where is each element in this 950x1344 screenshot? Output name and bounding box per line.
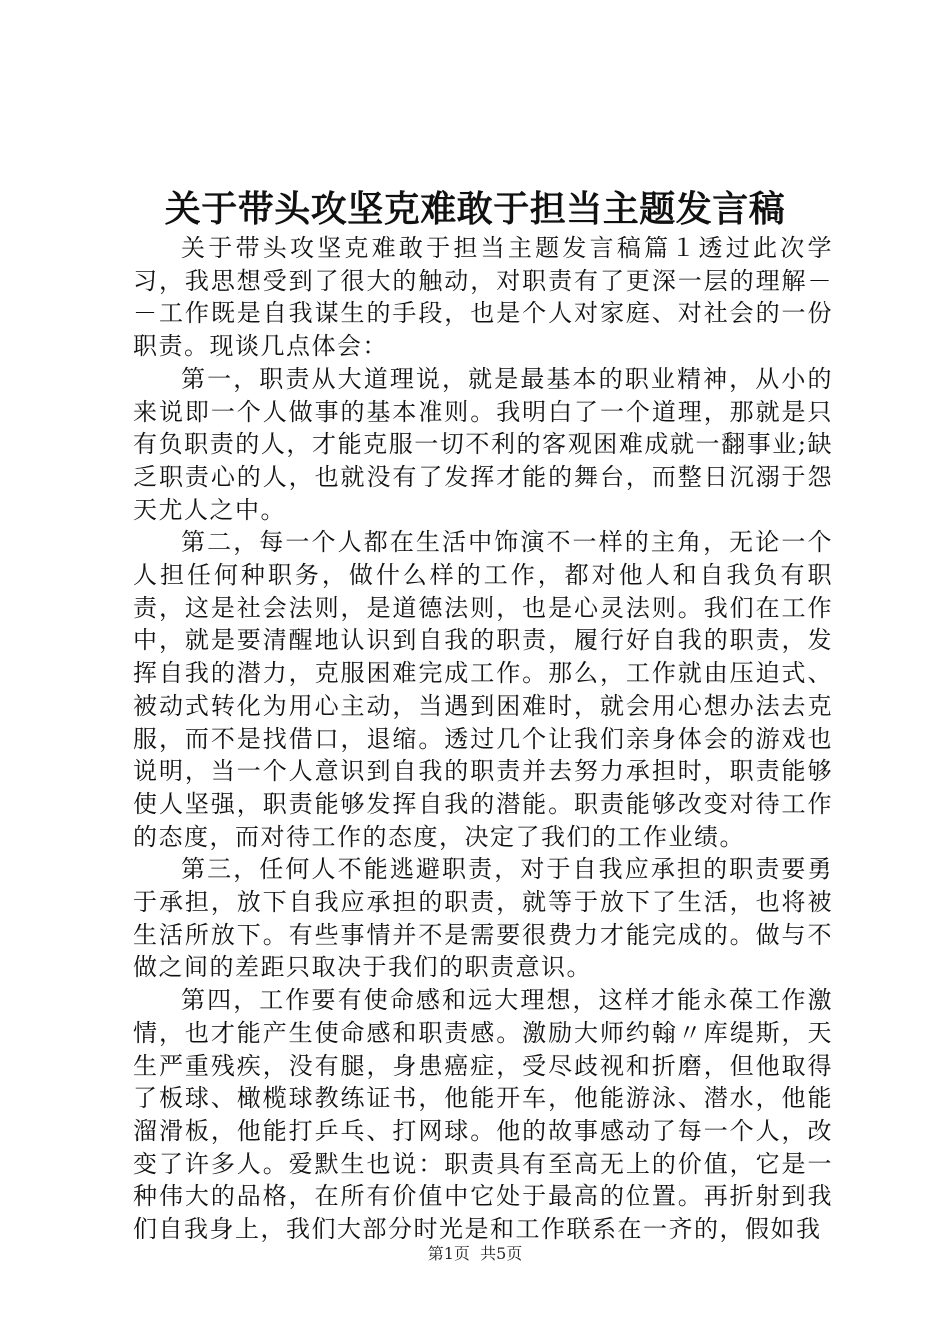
page-footer <box>0 1242 950 1266</box>
document-title: 关于带头攻坚克难敢于担当主题发言稿 <box>164 189 786 230</box>
document-body <box>133 232 833 1246</box>
page-total: 共5页 <box>480 1244 523 1263</box>
paragraph-fourth: 第四，工作要有使命感和远大理想，这样才能永葆工作激情，也才能产生使命感和职责感。激励大师约翰〃库缇斯，天生严重残疾，没有腿，身患癌症，受尽歧视和折磨，但他取得了板球、橄榄球教练证书，他能开车，他能游泳、潜水，他能溜滑板，他能打乒乓、打网球。他的故事感动了每一个人，改变了许多人。爱默生也说：职责具有至高无上的价值，它是一种伟大的品格，在所有价值中它处于最高的位置。再折射到我们自我身上，我们大部分时光是和工作联系在一齐的，假如我 <box>133 986 833 1244</box>
footer-spacer <box>470 1244 480 1263</box>
paragraph-first: 第一，职责从大道理说，就是最基本的职业精神，从小的来说即一个人做事的基本准则。我明白了一个道理，那就是只有负职责的人，才能克服一切不利的客观困难成就一翻事业;缺乏职责心的人，也就没有了发挥才能的舞台，而整日沉溺于怨天尤人之中。 <box>133 364 833 524</box>
page-number: 第1页 <box>427 1244 470 1263</box>
paragraph-third: 第三，任何人不能逃避职责，对于自我应承担的职责要勇于承担，放下自我应承担的职责，就等于放下了生活，也将被生活所放下。有些事情并不是需要很费力才能完成的。做与不做之间的差距只取决于我们的职责意识。 <box>133 855 833 982</box>
paragraph-intro: 关于带头攻坚克难敢于担当主题发言稿篇１透过此次学习，我思想受到了很大的触动，对职责有了更深一层的理解－－工作既是自我谋生的手段，也是个人对家庭、对社会的一份职责。现谈几点体会： <box>133 234 833 361</box>
paragraph-second: 第二，每一个人都在生活中饰演不一样的主角，无论一个人担任何种职务，做什么样的工作，都对他人和自我负有职责，这是社会法则，是道德法则，也是心灵法则。我们在工作中，就是要清醒地认识到自我的职责，履行好自我的职责，发挥自我的潜力，克服困难完成工作。那么，工作就由压迫式、被动式转化为用心主动，当遇到困难时，就会用心想办法去克服，而不是找借口，退缩。透过几个让我们亲身体会的游戏也说明，当一个人意识到自我的职责并去努力承担时，职责能够使人坚强，职责能够发挥自我的潜能。职责能够改变对待工作的态度，而对待工作的态度，决定了我们的工作业绩。 <box>133 528 833 851</box>
